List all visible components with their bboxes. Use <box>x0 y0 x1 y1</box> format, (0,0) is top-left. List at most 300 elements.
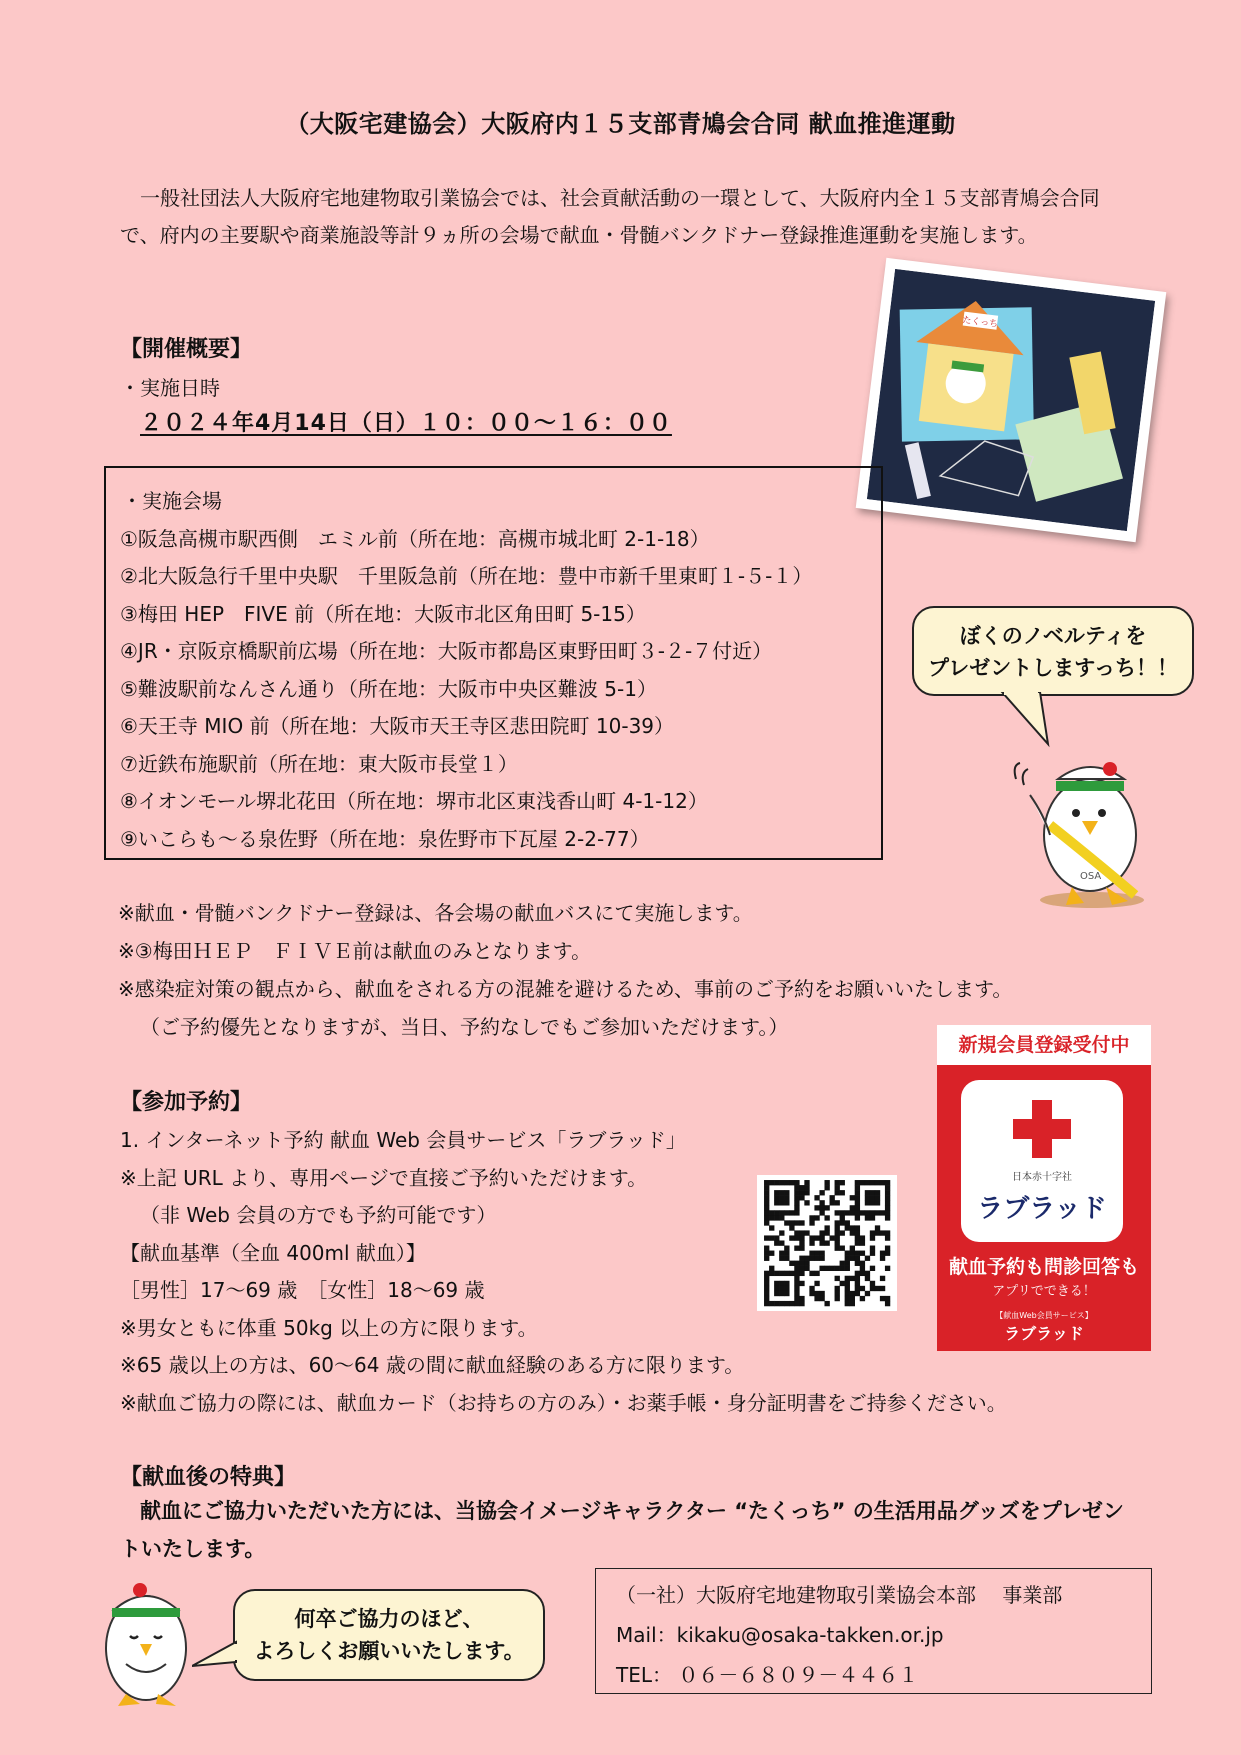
qr-module <box>799 1266 804 1271</box>
venue-item: ⑨いこらも～る泉佐野（所在地：泉佐野市下瓦屋 2-2-77） <box>120 827 650 851</box>
qr-module <box>799 1301 804 1306</box>
tagline-sub: アプリでできる！ <box>992 1284 1096 1299</box>
qr-module <box>799 1271 804 1276</box>
qr-module <box>804 1230 809 1235</box>
qr-module <box>769 1210 774 1215</box>
qr-module <box>804 1266 809 1271</box>
service-label: 【献血Web会員サービス】 <box>995 1311 1093 1320</box>
qr-module <box>830 1266 835 1271</box>
qr-module <box>845 1251 850 1256</box>
qr-module <box>784 1180 789 1185</box>
qr-module <box>835 1286 840 1291</box>
qr-module <box>769 1301 774 1306</box>
qr-module <box>840 1261 845 1266</box>
qr-module <box>850 1210 855 1215</box>
qr-module <box>814 1271 819 1276</box>
qr-module <box>835 1180 840 1185</box>
reservation-line: ※男女ともに体重 50kg 以上の方に限ります。 <box>120 1316 538 1340</box>
qr-module <box>880 1276 885 1281</box>
qr-module <box>809 1220 814 1225</box>
qr-module <box>845 1266 850 1271</box>
qr-code[interactable] <box>757 1175 897 1311</box>
contact-box <box>595 1568 1152 1694</box>
qr-module <box>774 1301 779 1306</box>
qr-module <box>819 1266 824 1271</box>
qr-module <box>794 1200 799 1205</box>
qr-module <box>850 1246 855 1251</box>
qr-module <box>835 1200 840 1205</box>
qr-module <box>804 1256 809 1261</box>
qr-module <box>865 1180 870 1185</box>
qr-module <box>845 1210 850 1215</box>
qr-module <box>774 1240 779 1245</box>
qr-module <box>789 1235 794 1240</box>
qr-module <box>824 1215 829 1220</box>
venue-label: ・実施会場 <box>122 489 222 513</box>
qr-module <box>804 1200 809 1205</box>
qr-module <box>824 1230 829 1235</box>
qr-module <box>875 1180 880 1185</box>
qr-module <box>855 1235 860 1240</box>
qr-module <box>880 1256 885 1261</box>
qr-module <box>799 1195 804 1200</box>
qr-module <box>830 1195 835 1200</box>
qr-module <box>764 1246 769 1251</box>
qr-module <box>819 1251 824 1256</box>
qr-module <box>784 1291 789 1296</box>
qr-module <box>855 1240 860 1245</box>
qr-module <box>855 1215 860 1220</box>
qr-module <box>845 1225 850 1230</box>
qr-module <box>840 1281 845 1286</box>
qr-module <box>835 1291 840 1296</box>
qr-module <box>855 1210 860 1215</box>
qr-module <box>880 1180 885 1185</box>
qr-module <box>769 1180 774 1185</box>
event-datetime: ２０２４年4月14日（日）１０：００～１６：００ <box>140 411 672 436</box>
qr-module <box>860 1210 865 1215</box>
qr-module <box>809 1251 814 1256</box>
qr-module <box>855 1205 860 1210</box>
qr-module <box>799 1230 804 1235</box>
qr-module <box>819 1210 824 1215</box>
qr-module <box>850 1230 855 1235</box>
qr-module <box>880 1230 885 1235</box>
qr-module <box>774 1190 779 1195</box>
qr-module <box>799 1281 804 1286</box>
qr-module <box>824 1240 829 1245</box>
qr-module <box>855 1190 860 1195</box>
qr-module <box>779 1271 784 1276</box>
qr-module <box>855 1180 860 1185</box>
qr-module <box>769 1215 774 1220</box>
qr-module <box>870 1215 875 1220</box>
qr-module <box>814 1235 819 1240</box>
qr-module <box>855 1281 860 1286</box>
qr-module <box>774 1235 779 1240</box>
qr-module <box>764 1195 769 1200</box>
qr-module <box>885 1246 890 1251</box>
qr-module <box>835 1276 840 1281</box>
bubble-line: よろしくお願いいたします。 <box>253 1639 525 1663</box>
qr-module <box>875 1195 880 1200</box>
qr-module <box>860 1271 865 1276</box>
qr-module <box>880 1296 885 1301</box>
qr-module <box>850 1276 855 1281</box>
qr-module <box>789 1261 794 1266</box>
qr-module <box>774 1281 779 1286</box>
qr-module <box>794 1296 799 1301</box>
qr-module <box>850 1291 855 1296</box>
mascot-cap-text: OSA <box>1080 871 1102 882</box>
qr-module <box>870 1210 875 1215</box>
note-line: ※感染症対策の観点から、献血をされる方の混雑を避けるため、事前のご予約をお願いいたします。 <box>118 977 1013 1001</box>
qr-module <box>784 1200 789 1205</box>
qr-module <box>764 1301 769 1306</box>
venue-item: ①阪急高槻市駅西側 エミル前（所在地：高槻市城北町 2-1-18） <box>120 527 710 551</box>
qr-module <box>830 1235 835 1240</box>
qr-module <box>885 1215 890 1220</box>
qr-module <box>860 1251 865 1256</box>
qr-module <box>764 1220 769 1225</box>
qr-module <box>865 1210 870 1215</box>
qr-module <box>819 1256 824 1261</box>
qr-module <box>784 1220 789 1225</box>
benefit-text: 献血にご協力いただいた方には、当協会イメージキャラクター “たくっち” の生活用品グッズをプレゼントいたします。 <box>120 1499 1124 1561</box>
qr-module <box>794 1205 799 1210</box>
qr-module <box>769 1266 774 1271</box>
qr-module <box>870 1230 875 1235</box>
qr-module <box>764 1291 769 1296</box>
qr-module <box>885 1195 890 1200</box>
reservation-line: ※献血ご協力の際には、献血カード（お持ちの方のみ）・お薬手帳・身分証明書をご持参ください。 <box>120 1391 1007 1415</box>
qr-module <box>769 1271 774 1276</box>
qr-module <box>840 1230 845 1235</box>
qr-module <box>860 1266 865 1271</box>
venue-item: ⑧イオンモール堺北花田（所在地：堺市北区東浅香山町 4-1-12） <box>120 789 708 813</box>
qr-module <box>865 1215 870 1220</box>
qr-module <box>784 1286 789 1291</box>
qr-module <box>824 1180 829 1185</box>
qr-module <box>814 1195 819 1200</box>
qr-module <box>794 1291 799 1296</box>
bubble-line: プレゼントしますっち！！ <box>928 656 1178 680</box>
qr-module <box>774 1195 779 1200</box>
novelty-photo <box>856 258 1167 542</box>
qr-module <box>880 1286 885 1291</box>
benefit-heading: 【献血後の特典】 <box>120 1465 297 1490</box>
qr-module <box>855 1271 860 1276</box>
qr-module <box>809 1291 814 1296</box>
qr-module <box>860 1261 865 1266</box>
qr-module <box>799 1185 804 1190</box>
qr-module <box>840 1246 845 1251</box>
qr-module <box>774 1180 779 1185</box>
qr-module <box>865 1195 870 1200</box>
qr-module <box>809 1235 814 1240</box>
qr-module <box>799 1220 804 1225</box>
qr-module <box>835 1230 840 1235</box>
qr-module <box>850 1256 855 1261</box>
qr-module <box>845 1291 850 1296</box>
qr-module <box>794 1261 799 1266</box>
qr-module <box>870 1235 875 1240</box>
contact-org: （一社）大阪府宅地建物取引業協会本部 事業部 <box>616 1583 1063 1607</box>
qr-module <box>865 1200 870 1205</box>
qr-module <box>855 1286 860 1291</box>
qr-module <box>824 1225 829 1230</box>
qr-module <box>850 1296 855 1301</box>
qr-module <box>855 1195 860 1200</box>
qr-module <box>804 1190 809 1195</box>
qr-module <box>870 1251 875 1256</box>
venue-item: ④JR・京阪京橋駅前広場（所在地：大阪市都島区東野田町３-２-７付近） <box>120 639 773 663</box>
qr-module <box>845 1286 850 1291</box>
qr-module <box>784 1251 789 1256</box>
qr-module <box>845 1281 850 1286</box>
qr-module <box>819 1205 824 1210</box>
qr-module <box>845 1296 850 1301</box>
qr-module <box>875 1230 880 1235</box>
qr-module <box>774 1271 779 1276</box>
footer-app-name: ラブラッド <box>1004 1324 1084 1343</box>
qr-module <box>840 1266 845 1271</box>
qr-module <box>779 1210 784 1215</box>
qr-module <box>850 1225 855 1230</box>
qr-module <box>779 1195 784 1200</box>
bubble-line: 何卒ご協力のほど、 <box>294 1607 484 1631</box>
reservation-heading: 【参加予約】 <box>120 1090 253 1115</box>
qr-module <box>784 1190 789 1195</box>
qr-module <box>779 1200 784 1205</box>
qr-module <box>814 1296 819 1301</box>
qr-module <box>865 1190 870 1195</box>
qr-module <box>845 1276 850 1281</box>
overview-heading: 【開催概要】 <box>120 337 253 362</box>
qr-module <box>789 1225 794 1230</box>
qr-module <box>784 1271 789 1276</box>
venue-item: ⑦近鉄布施駅前（所在地：東大阪市長堂１） <box>120 752 518 776</box>
qr-module <box>779 1240 784 1245</box>
qr-module <box>769 1225 774 1230</box>
red-cross-icon <box>1013 1100 1071 1158</box>
qr-module <box>824 1205 829 1210</box>
qr-module <box>850 1251 855 1256</box>
qr-module <box>845 1301 850 1306</box>
qr-module <box>885 1235 890 1240</box>
lovebrad-banner[interactable] <box>937 1025 1151 1351</box>
qr-module <box>885 1230 890 1235</box>
qr-module <box>865 1276 870 1281</box>
qr-module <box>779 1251 784 1256</box>
qr-module <box>835 1246 840 1251</box>
qr-module <box>855 1261 860 1266</box>
qr-module <box>824 1301 829 1306</box>
qr-module <box>875 1190 880 1195</box>
qr-module <box>804 1180 809 1185</box>
bubble-tail <box>192 1638 238 1678</box>
qr-module <box>840 1210 845 1215</box>
qr-module <box>794 1180 799 1185</box>
qr-module <box>860 1180 865 1185</box>
qr-module <box>855 1291 860 1296</box>
intro-paragraph: 一般社団法人大阪府宅地建物取引業協会では、社会貢献活動の一環として、大阪府内全１５支部青鳩会合同で、府内の主要駅や商業施設等計９ヵ所の会場で献血・骨髄バンクドナー登録推進運動を実施します。 <box>120 186 1100 247</box>
qr-module <box>804 1261 809 1266</box>
qr-module <box>860 1296 865 1301</box>
qr-module <box>885 1180 890 1185</box>
contact-tel: TEL： ０６－６８０９－４４６１ <box>616 1663 919 1687</box>
qr-module <box>789 1180 794 1185</box>
bubble-line: ぼくのノベルティを <box>959 624 1147 648</box>
qr-module <box>855 1230 860 1235</box>
qr-module <box>794 1276 799 1281</box>
qr-module <box>875 1225 880 1230</box>
org-name: 日本赤十字社 <box>1012 1172 1072 1183</box>
qr-module <box>799 1246 804 1251</box>
qr-module <box>774 1210 779 1215</box>
qr-module <box>860 1235 865 1240</box>
qr-module <box>784 1281 789 1286</box>
qr-module <box>865 1291 870 1296</box>
qr-module <box>764 1296 769 1301</box>
qr-module <box>764 1256 769 1261</box>
qr-module <box>809 1256 814 1261</box>
venue-item: ②北大阪急行千里中央駅 千里阪急前（所在地：豊中市新千里東町１-５-１） <box>120 564 813 588</box>
note-line: （ご予約優先となりますが、当日、予約なしでもご参加いただけます。） <box>140 1015 789 1039</box>
qr-module <box>850 1205 855 1210</box>
qr-module <box>880 1210 885 1215</box>
qr-module <box>870 1246 875 1251</box>
qr-module <box>830 1200 835 1205</box>
qr-module <box>809 1271 814 1276</box>
qr-module <box>794 1286 799 1291</box>
venue-item: ⑤難波駅前なんさん通り（所在地：大阪市中央区難波 5-1） <box>120 677 657 701</box>
qr-module <box>794 1190 799 1195</box>
qr-module <box>885 1251 890 1256</box>
qr-module <box>819 1296 824 1301</box>
qr-module <box>799 1190 804 1195</box>
qr-module <box>814 1205 819 1210</box>
qr-module <box>794 1246 799 1251</box>
qr-module <box>875 1286 880 1291</box>
qr-module <box>855 1276 860 1281</box>
contact-mail[interactable]: Mail：kikaku@osaka-takken.or.jp <box>616 1623 944 1647</box>
qr-module <box>880 1251 885 1256</box>
qr-module <box>779 1215 784 1220</box>
qr-module <box>774 1286 779 1291</box>
qr-module <box>794 1210 799 1215</box>
qr-module <box>835 1220 840 1225</box>
qr-module <box>764 1215 769 1220</box>
qr-module <box>789 1301 794 1306</box>
qr-module <box>870 1195 875 1200</box>
qr-module <box>885 1185 890 1190</box>
qr-module <box>885 1200 890 1205</box>
qr-module <box>779 1286 784 1291</box>
qr-module <box>840 1190 845 1195</box>
qr-module <box>769 1235 774 1240</box>
qr-module <box>799 1296 804 1301</box>
reservation-line: （非 Web 会員の方でも予約可能です） <box>140 1203 497 1227</box>
page-title: （大阪宅建協会）大阪府内１５支部青鳩会合同 献血推進運動 <box>285 110 956 138</box>
qr-module <box>824 1266 829 1271</box>
qr-module <box>870 1281 875 1286</box>
qr-module <box>774 1291 779 1296</box>
qr-module <box>779 1301 784 1306</box>
qr-module <box>840 1180 845 1185</box>
qr-module <box>774 1215 779 1220</box>
qr-module <box>819 1291 824 1296</box>
qr-module <box>845 1220 850 1225</box>
qr-module <box>885 1210 890 1215</box>
speech-bubble-thanks <box>233 1589 545 1681</box>
qr-module <box>819 1230 824 1235</box>
qr-module <box>835 1266 840 1271</box>
qr-module <box>789 1210 794 1215</box>
bubble-tail <box>1000 692 1060 752</box>
qr-module <box>819 1235 824 1240</box>
qr-module <box>870 1200 875 1205</box>
qr-module <box>855 1200 860 1205</box>
date-label: ・実施日時 <box>120 376 220 400</box>
reservation-line: 1. インターネット予約 献血 Web 会員サービス「ラブラッド」 <box>120 1128 686 1152</box>
qr-module <box>855 1185 860 1190</box>
qr-module <box>809 1286 814 1291</box>
qr-module <box>764 1180 769 1185</box>
qr-module <box>804 1185 809 1190</box>
qr-module <box>875 1200 880 1205</box>
qr-module <box>769 1251 774 1256</box>
qr-module <box>860 1286 865 1291</box>
qr-module <box>764 1286 769 1291</box>
qr-module <box>814 1256 819 1261</box>
qr-module <box>764 1200 769 1205</box>
qr-module <box>794 1301 799 1306</box>
mascot-takucchi-walking <box>1010 755 1160 915</box>
qr-module <box>855 1256 860 1261</box>
qr-module <box>850 1195 855 1200</box>
qr-module <box>835 1210 840 1215</box>
reservation-line: ※65 歳以上の方は、60～64 歳の間に献血経験のある方に限ります。 <box>120 1353 745 1377</box>
qr-module <box>774 1200 779 1205</box>
qr-module <box>764 1251 769 1256</box>
qr-module <box>764 1276 769 1281</box>
qr-module <box>885 1296 890 1301</box>
app-icon <box>961 1080 1123 1242</box>
qr-module <box>764 1205 769 1210</box>
qr-module <box>794 1185 799 1190</box>
tagline: 献血予約も問診回答も <box>948 1256 1139 1278</box>
qr-module <box>794 1281 799 1286</box>
qr-module <box>779 1256 784 1261</box>
qr-module <box>819 1200 824 1205</box>
qr-module <box>764 1210 769 1215</box>
qr-module <box>789 1271 794 1276</box>
note-line: ※献血・骨髄バンクドナー登録は、各会場の献血バスにて実施します。 <box>118 901 753 925</box>
qr-module <box>819 1190 824 1195</box>
qr-module <box>845 1261 850 1266</box>
qr-module <box>860 1240 865 1245</box>
qr-module <box>779 1180 784 1185</box>
qr-module <box>779 1281 784 1286</box>
qr-module <box>885 1301 890 1306</box>
qr-module <box>885 1205 890 1210</box>
qr-module <box>855 1251 860 1256</box>
qr-module <box>865 1271 870 1276</box>
qr-module <box>794 1195 799 1200</box>
qr-module <box>794 1220 799 1225</box>
qr-module <box>835 1185 840 1190</box>
